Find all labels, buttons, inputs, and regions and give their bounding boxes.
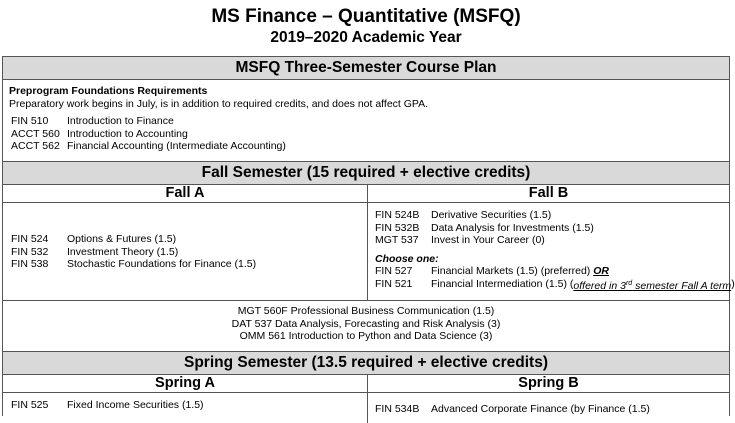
fall-semester-bar: Fall Semester (15 required + elective credits) [3, 161, 729, 185]
fall-b-heading: Fall B [367, 185, 729, 203]
spring-a-courses [11, 399, 204, 412]
course-row [11, 399, 204, 412]
course-code: FIN 525 [11, 399, 49, 411]
preprogram-note: Preparatory work begins in July, is in addition to required credits, and does not affect GPA. [9, 97, 429, 110]
course-code: FIN 521 [375, 277, 413, 290]
course-name: Financial Intermediation (1.5) [431, 277, 567, 290]
column-divider [367, 203, 368, 301]
course-code: FIN 524 [11, 233, 49, 245]
fall-a-heading: Fall A [3, 185, 367, 203]
course-row: DAT 537 Data Analysis, Forecasting and Risk Analysis (3) [231, 317, 501, 330]
fall-a-courses [11, 233, 256, 271]
spring-a-heading: Spring A [3, 375, 367, 393]
choose-one-label: Choose one: [375, 252, 439, 265]
course-code: FIN 532 [11, 245, 49, 258]
course-name: Derivative Securities (1.5) [431, 209, 552, 221]
page-subtitle: 2019–2020 Academic Year [270, 29, 462, 46]
course-row [375, 209, 735, 222]
offering-note-text-end: semester Fall A term [632, 279, 732, 292]
spring-b-courses [375, 403, 650, 416]
course-row [375, 234, 735, 247]
course-row: FIN 521 Financial Intermediation (1.5) ( offered in 3rd semester Fall A term ) [375, 277, 735, 292]
offering-note [573, 278, 731, 293]
course-code: MGT 537 [375, 234, 419, 246]
row-divider [3, 300, 729, 301]
course-row [9, 115, 719, 128]
course-code: FIN 524B [375, 209, 420, 221]
course-row [11, 258, 256, 271]
fall-b-courses [375, 209, 735, 292]
course-row [11, 233, 256, 246]
spring-semester-bar: Spring Semester (13.5 required + elective credits) [3, 351, 729, 375]
course-code: FIN 534B [375, 403, 420, 415]
course-plan-table [2, 56, 735, 416]
course-row [375, 403, 650, 416]
page-title: MS Finance – Quantitative (MSFQ) [211, 6, 521, 27]
course-row [375, 265, 735, 278]
course-row: MGT 560F Professional Business Communication (1.5) [237, 305, 495, 317]
course-name: Financial Markets (1.5) (preferred) [431, 265, 591, 277]
course-name: Introduction to Finance [67, 115, 174, 127]
course-name: Options & Futures (1.5) [67, 233, 177, 245]
course-row [9, 128, 719, 141]
fall-full-term-courses [3, 305, 729, 343]
preprogram-heading: Preprogram Foundations Requirements [9, 85, 208, 97]
course-name: Stochastic Foundations for Finance (1.5) [67, 258, 257, 270]
course-name: Introduction to Accounting [67, 127, 188, 140]
course-code: FIN 532B [375, 221, 420, 234]
course-code: ACCT 560 [11, 127, 60, 140]
course-name: Investment Theory (1.5) [67, 245, 179, 258]
course-row [11, 246, 256, 259]
course-code: FIN 538 [11, 258, 49, 270]
course-row [9, 140, 719, 153]
course-name: Invest in Your Career (0) [431, 234, 545, 246]
column-divider [367, 393, 368, 423]
spring-b-heading: Spring B [367, 375, 729, 393]
course-name: Financial Accounting (Intermediate Accounting) [67, 140, 286, 152]
course-name: Advanced Corporate Finance (by Finance (1.5) [431, 403, 650, 415]
ordinal-suffix: rd [625, 279, 633, 287]
course-code: ACCT 562 [11, 140, 60, 152]
preprogram-section [9, 85, 719, 153]
course-name: Fixed Income Securities (1.5) [67, 399, 204, 411]
plan-bar: MSFQ Three-Semester Course Plan [3, 56, 729, 80]
course-code: FIN 510 [11, 115, 49, 127]
offering-note-text: offered in 3 [573, 279, 626, 292]
course-row [375, 222, 735, 235]
or-label: OR [593, 265, 609, 277]
course-name: Data Analysis for Investments (1.5) [431, 221, 594, 234]
course-row: OMM 561 Introduction to Python and Data Science (3) [239, 330, 493, 342]
course-code: FIN 527 [375, 265, 413, 277]
